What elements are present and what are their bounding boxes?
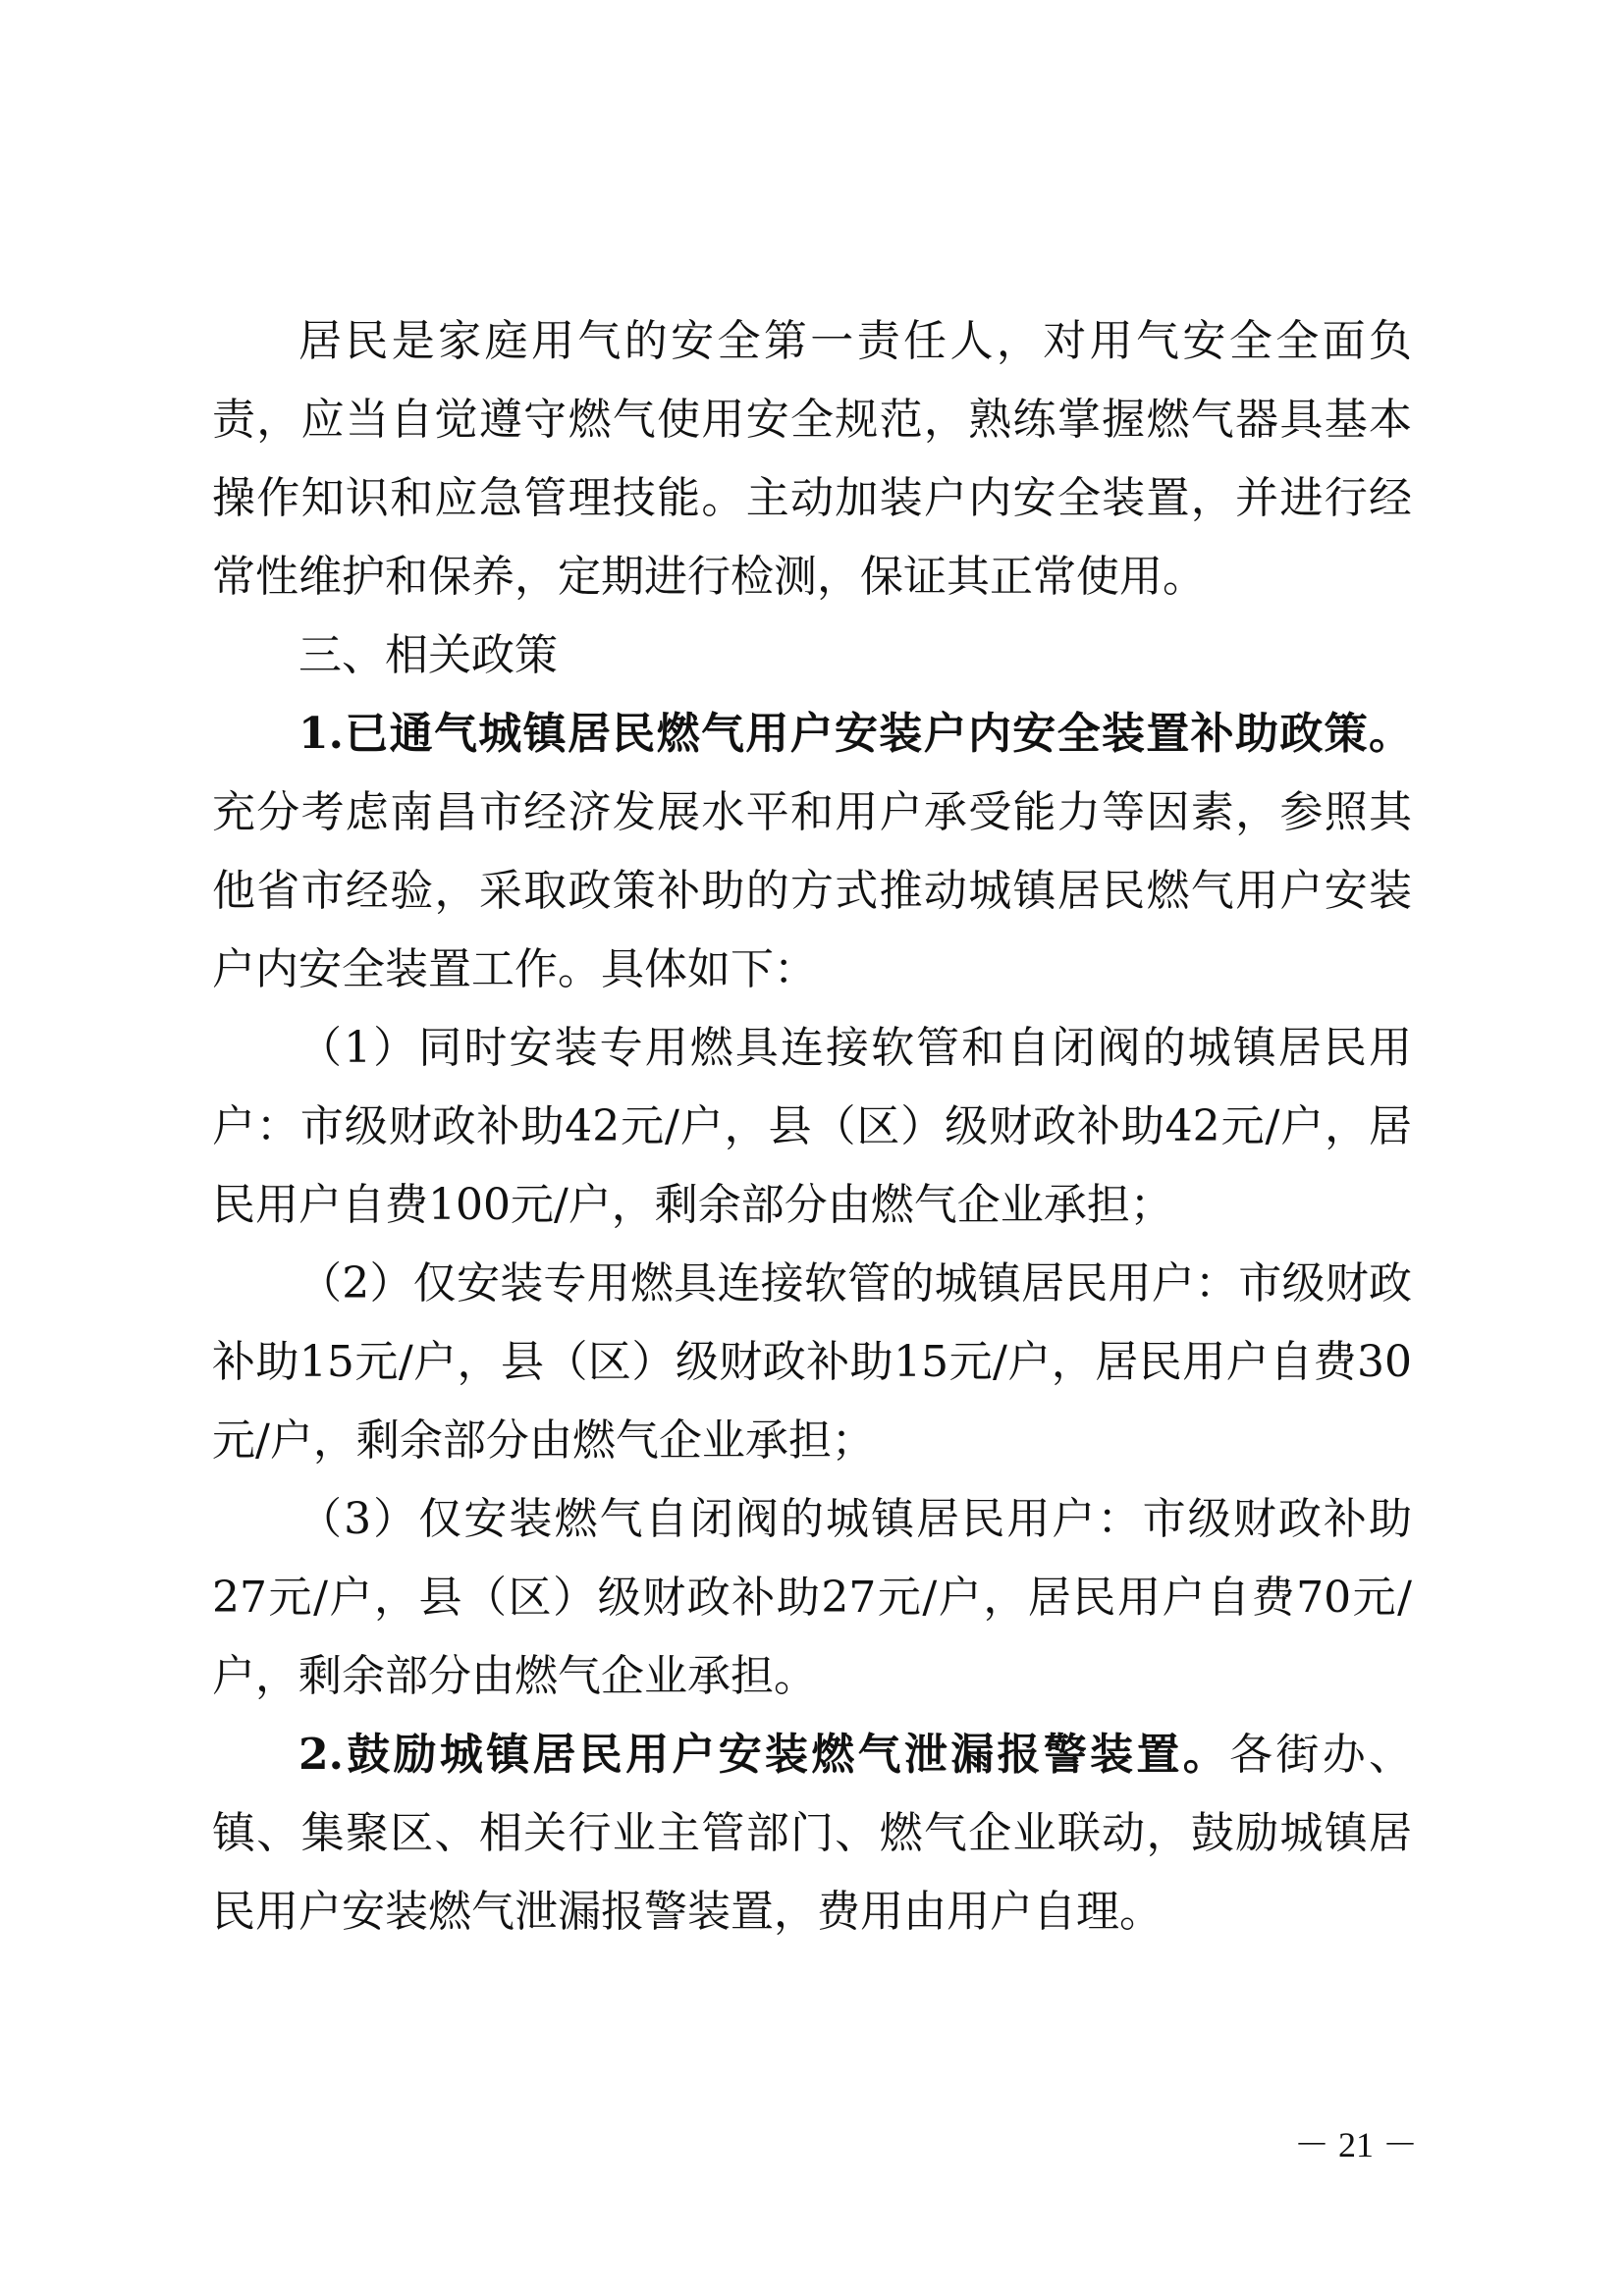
paragraph-text: （3）仅安装燃气自闭阀的城镇居民用户：市级财政补助27元/户，县（区）级财政补助27元/户，居民用户自费70元/户，剩余部分由燃气企业承担。 (212, 1494, 1412, 1701)
document-body (212, 302, 1412, 1951)
paragraph-text: 充分考虑南昌市经济发展水平和用户承受能力等因素，参照其他省市经验，采取政策补助的方式推动城镇居民燃气用户安装户内安全装置工作。具体如下： (212, 787, 1412, 994)
page-number: － 21 － (1293, 2125, 1418, 2164)
paragraph-text: 居民是家庭用气的安全第一责任人，对用气安全全面负责，应当自觉遵守燃气使用安全规范，熟练掌握燃气器具基本操作知识和应急管理技能。主动加装户内安全装置，并进行经常性维护和保养，定期进行检测，保证其正常使用。 (212, 316, 1412, 602)
paragraph-resident-responsibility (212, 302, 1412, 616)
paragraph-text: （2）仅安装专用燃具连接软管的城镇居民用户：市级财政补助15元/户，县（区）级财政补助15元/户，居民用户自费30元/户，剩余部分由燃气企业承担； (212, 1258, 1412, 1466)
paragraph-lead-title: 2.鼓励城镇居民用户安装燃气泄漏报警装置。 (298, 1730, 1230, 1780)
paragraph-subsidy-item-3 (212, 1480, 1412, 1716)
paragraph-text: （1）同时安装专用燃具连接软管和自闭阀的城镇居民用户：市级财政补助42元/户，县（区）级财政补助42元/户，居民用户自费100元/户，剩余部分由燃气企业承担； (212, 1023, 1412, 1230)
paragraph-subsidy-item-2 (212, 1245, 1412, 1480)
heading-text: 三、相关政策 (298, 630, 558, 680)
paragraph-text: 各街办、镇、集聚区、相关行业主管部门、燃气企业联动，鼓励城镇居民用户安装燃气泄漏报警装置，费用由用户自理。 (212, 1730, 1412, 1937)
paragraph-subsidy-item-1 (212, 1009, 1412, 1245)
section-heading-related-policies (212, 616, 1412, 695)
paragraph-lead-title: 1.已通气城镇居民燃气用户安装户内安全装置补助政策。 (298, 709, 1412, 759)
paragraph-subsidy-policy (212, 695, 1412, 1009)
paragraph-leak-alarm-policy (212, 1716, 1412, 1951)
